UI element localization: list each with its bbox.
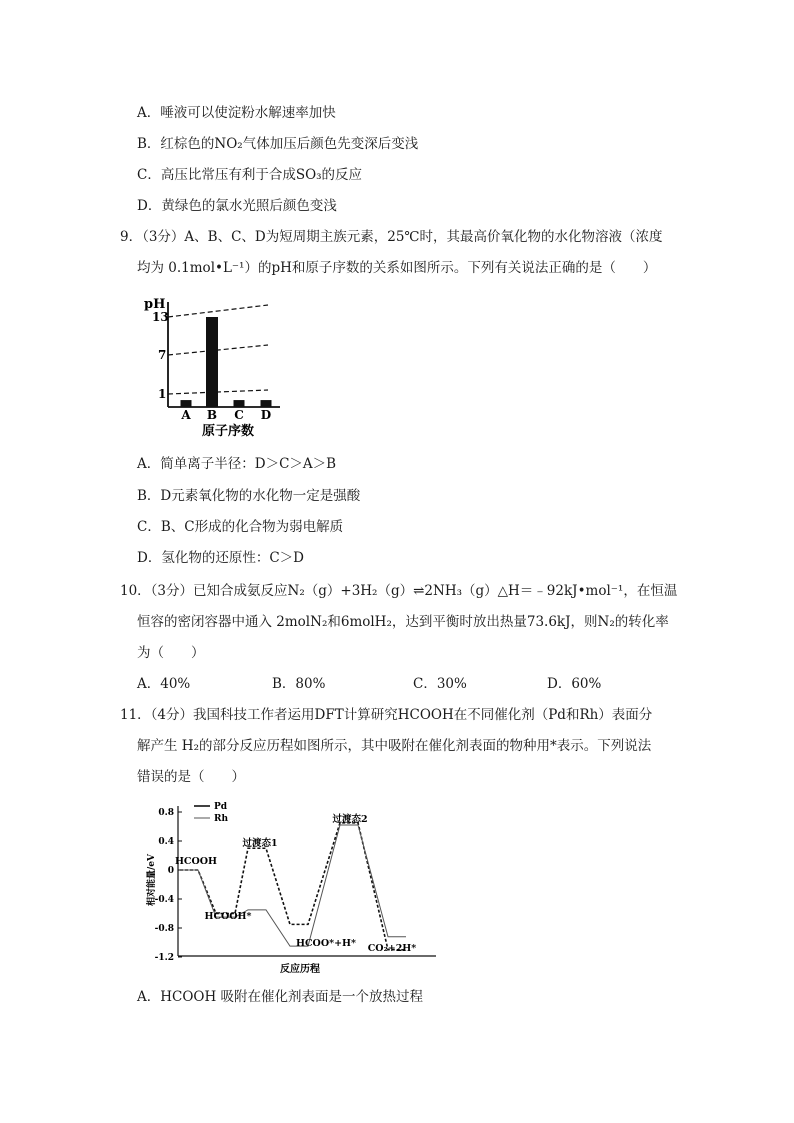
ph-category-C: C bbox=[234, 408, 244, 422]
ph-bar-A bbox=[181, 400, 192, 407]
q10-stem-line2: 恒容的密闭容器中通入 2molN₂和6molH₂，达到平衡时放出热量73.6kJ，则N₂的转化率 bbox=[137, 614, 669, 630]
ph-ytick-13: 13 bbox=[152, 310, 169, 324]
energy-state-label-0: HCOOH bbox=[174, 856, 218, 867]
q10-option-b: B．80% bbox=[272, 676, 326, 692]
q11-stem-line2: 解产生 H₂的部分反应历程如图所示，其中吸附在催化剂表面的物种用*表示。下列说法 bbox=[137, 738, 652, 754]
energy-state-label-5: CO₂+2H* bbox=[367, 943, 417, 954]
ph-ytick-7: 7 bbox=[158, 348, 167, 362]
energy-ytick-2: 0 bbox=[167, 866, 174, 876]
energy-state-label-2: 过渡态1 bbox=[242, 838, 278, 849]
q9-option-b: B．D元素氧化物的水化物一定是强酸 bbox=[137, 488, 361, 504]
energy-x-label: 反应历程 bbox=[280, 964, 320, 975]
energy-state-label-4: 过渡态2 bbox=[332, 814, 368, 825]
q9-option-a: A．简单离子半径：D＞C＞A＞B bbox=[137, 456, 337, 472]
q10-stem-line3: 为（ ） bbox=[137, 645, 205, 661]
energy-state-label-3: HCOO*+H* bbox=[296, 938, 356, 949]
q11-stem-line3: 错误的是（ ） bbox=[137, 769, 245, 785]
energy-series-pd bbox=[180, 823, 406, 950]
q10-stem-line1: 10．（3分）已知合成氨反应N₂（g）+3H₂（g）⇌2NH₃（g）△H＝﹣92kJ•mol⁻¹，在恒温 bbox=[120, 583, 678, 599]
legend-pd-label: Pd bbox=[214, 802, 228, 812]
q11-option-a: A．HCOOH 吸附在催化剂表面是一个放热过程 bbox=[137, 989, 424, 1005]
q10-option-c: C．30% bbox=[413, 676, 467, 692]
energy-ytick-3: -0.4 bbox=[154, 895, 174, 905]
q10-option-a: A．40% bbox=[137, 676, 191, 692]
ph-ref-line-13 bbox=[168, 305, 268, 317]
q8-option-a: A．唾液可以使淀粉水解速率加快 bbox=[137, 105, 336, 121]
ph-bar-chart bbox=[140, 292, 290, 442]
q8-option-c: C．高压比常压有利于合成SO₃的反应 bbox=[137, 167, 363, 183]
energy-ytick-1: 0.4 bbox=[158, 837, 174, 847]
q9-option-d: D．氢化物的还原性：C＞D bbox=[137, 550, 304, 566]
q9-stem-line1: 9．（3分）A、B、C、D为短周期主族元素，25℃时，其最高价氧化物的水化物溶液（浓度 bbox=[120, 229, 663, 245]
q9-stem-line2: 均为 0.1mol•L⁻¹）的pH和原子序数的关系如图所示。下列有关说法正确的是（ ） bbox=[137, 260, 657, 276]
ph-bar-B bbox=[206, 317, 218, 407]
ph-ytick-1: 1 bbox=[158, 387, 167, 401]
legend-rh-label: Rh bbox=[214, 814, 229, 824]
energy-ytick-5: -1.2 bbox=[154, 953, 174, 963]
q10-option-d: D．60% bbox=[547, 676, 602, 692]
ph-category-D: D bbox=[260, 408, 272, 422]
q8-option-d: D．黄绿色的氯水光照后颜色变浅 bbox=[137, 198, 337, 214]
ph-bar-D bbox=[261, 400, 272, 407]
q8-option-b: B．红棕色的NO₂气体加压后颜色先变深后变浅 bbox=[137, 136, 419, 152]
q11-stem-line1: 11．（4分）我国科技工作者运用DFT计算研究HCOOH在不同催化剂（Pd和Rh）表面分 bbox=[120, 707, 653, 723]
energy-profile-chart bbox=[140, 798, 440, 978]
ph-bar-C bbox=[234, 400, 245, 407]
energy-ytick-0: 0.8 bbox=[158, 808, 174, 818]
energy-ytick-4: -0.8 bbox=[154, 924, 174, 934]
ph-category-A: A bbox=[181, 408, 191, 422]
ph-y-label: pH bbox=[144, 297, 166, 312]
q9-option-c: C．B、C形成的化合物为弱电解质 bbox=[137, 519, 344, 535]
energy-state-label-1: HCOOH* bbox=[204, 911, 252, 922]
ph-category-B: B bbox=[206, 408, 218, 422]
ph-x-label: 原子序数 bbox=[201, 424, 255, 439]
energy-y-label: 相对能量/eV bbox=[147, 854, 157, 906]
